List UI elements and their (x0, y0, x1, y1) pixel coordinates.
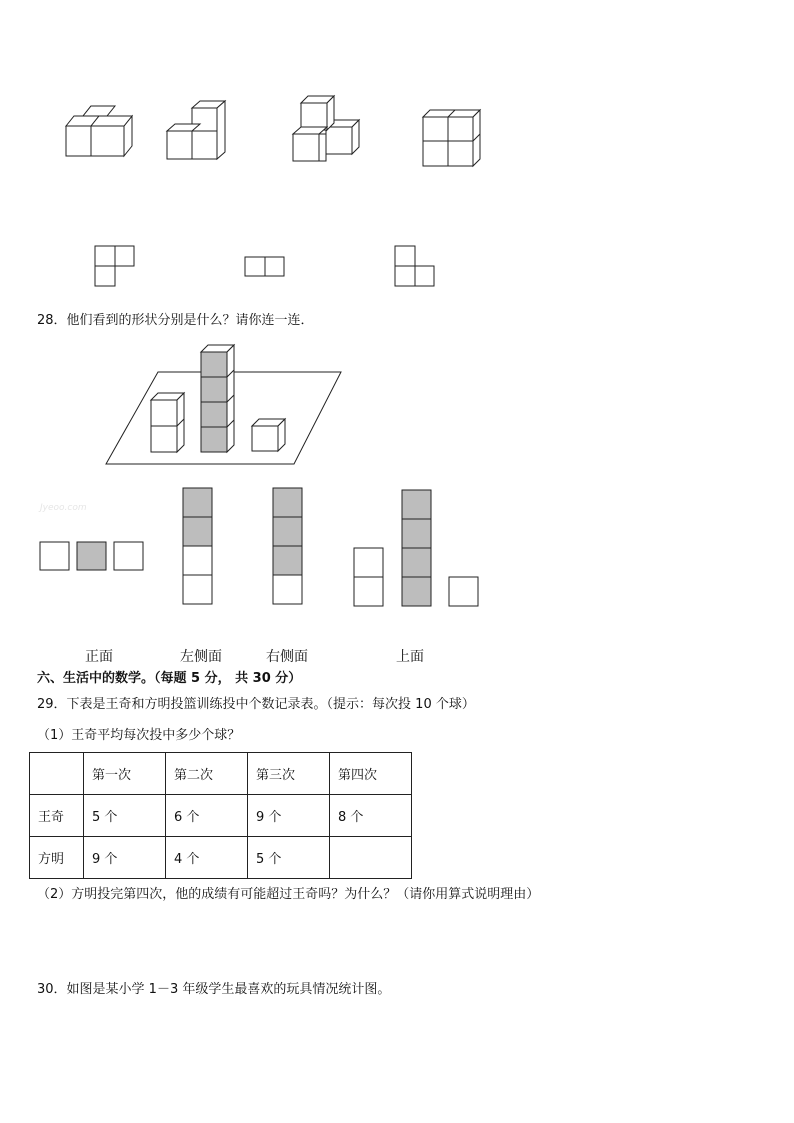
q28-title: 28．他们看到的形状分别是什么？请你连一连． (37, 313, 314, 328)
view-shape-2 (245, 257, 284, 276)
section-6-heading: 六、生活中的数学。（每题 5 分， 共 30 分） (37, 671, 302, 686)
table-header-cell: 第一次 (84, 753, 166, 795)
q29-title: 29．下表是王奇和方明投篮训练投中个数记录表。（提示：每次投 10 个球） (37, 697, 475, 712)
cube-solids-figure (0, 0, 794, 300)
table-cell: 5 个 (84, 795, 166, 837)
table-cell: 6 个 (166, 795, 248, 837)
watermark: Jyeoo.com (40, 503, 87, 513)
view-label-right: 右侧面 (266, 649, 308, 665)
option-column-b (273, 488, 302, 604)
solid-2 (167, 101, 225, 159)
right-cube (252, 419, 285, 451)
q28-3d-figure (0, 330, 794, 480)
left-stack (151, 393, 184, 452)
table-cell: 9 个 (84, 837, 166, 879)
view-label-front: 正面 (85, 649, 113, 665)
table-cell (330, 837, 412, 879)
option-column-a (183, 488, 212, 604)
table-row (30, 837, 412, 879)
table-cell: 王奇 (30, 795, 84, 837)
table-header-cell: 第二次 (166, 753, 248, 795)
middle-stack (201, 345, 234, 452)
q28-view-options (0, 480, 794, 610)
table-row (30, 795, 412, 837)
solid-1 (66, 106, 132, 156)
option-mixed-columns (354, 490, 478, 606)
table-header-cell: 第三次 (248, 753, 330, 795)
option-row-of-three (40, 542, 143, 570)
view-label-left: 左侧面 (180, 649, 222, 665)
table-header-cell (30, 753, 84, 795)
view-label-top: 上面 (396, 649, 424, 665)
table-cell: 9 个 (248, 795, 330, 837)
solid-4 (423, 110, 480, 166)
table-cell: 方明 (30, 837, 84, 879)
table-cell: 4 个 (166, 837, 248, 879)
view-shape-1 (95, 246, 134, 286)
solid-3 (293, 96, 359, 161)
q29-record-table (29, 752, 412, 879)
q30-title: 30．如图是某小学 1－3 年级学生最喜欢的玩具情况统计图。 (37, 982, 391, 997)
table-header-row (30, 753, 412, 795)
q29-part1: （1）王奇平均每次投中多少个球？ (37, 728, 241, 743)
q29-part2: （2）方明投完第四次，他的成绩有可能超过王奇吗？为什么？（请你用算式说明理由） (37, 887, 540, 902)
view-shape-3 (395, 246, 434, 286)
table-cell: 8 个 (330, 795, 412, 837)
table-cell: 5 个 (248, 837, 330, 879)
table-header-cell: 第四次 (330, 753, 412, 795)
